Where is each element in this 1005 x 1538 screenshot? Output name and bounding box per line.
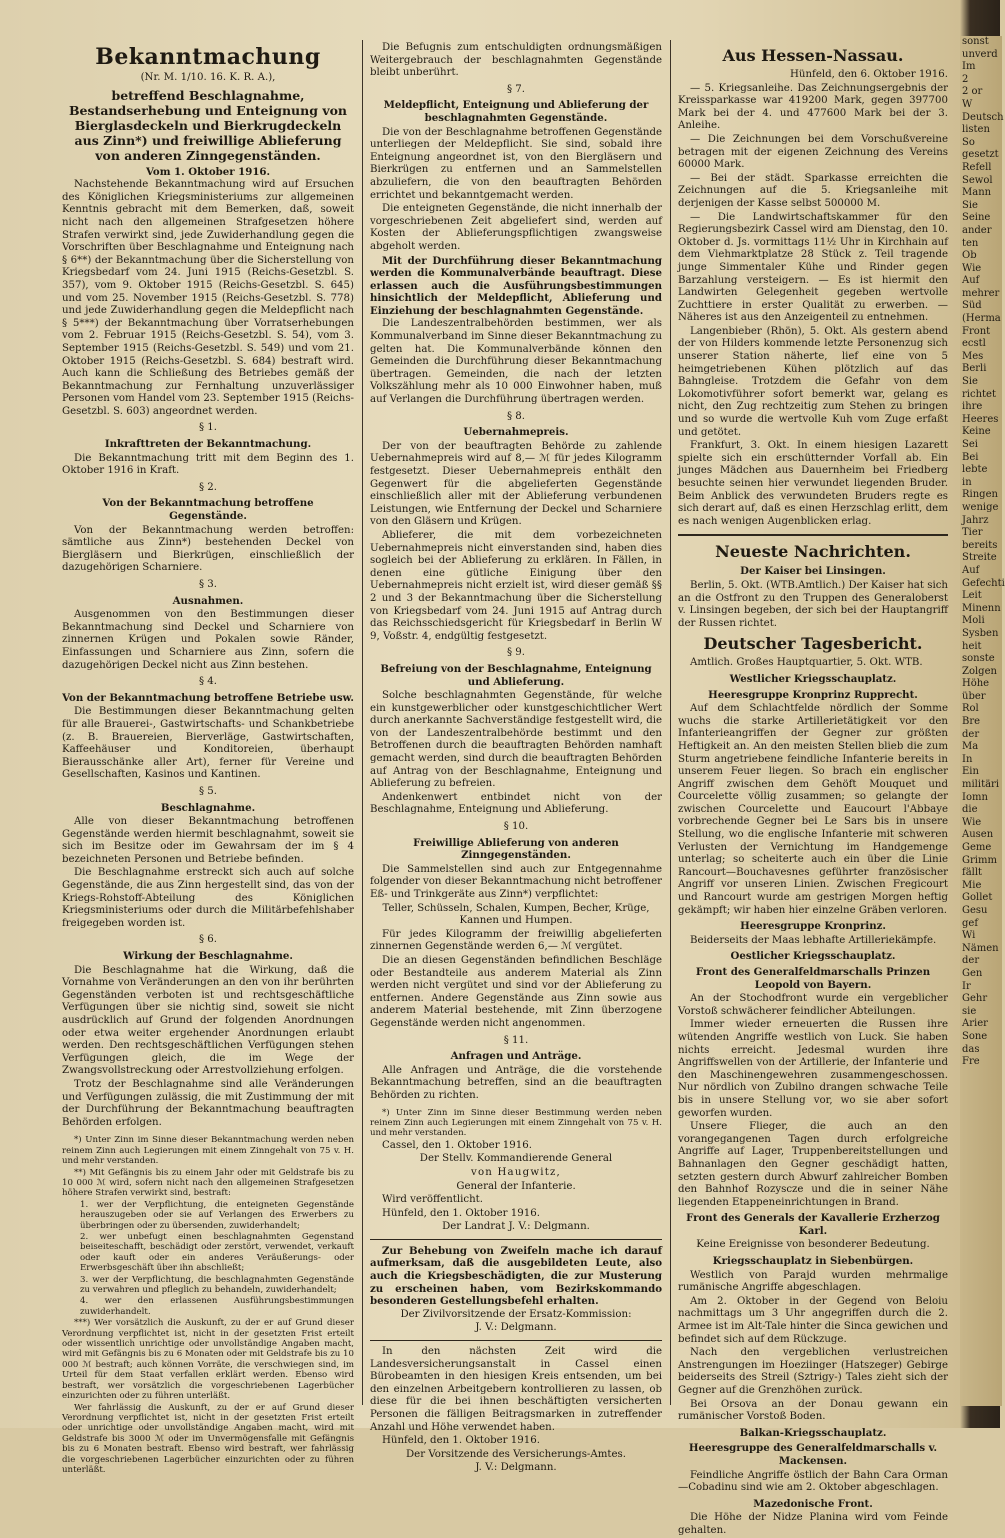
- dateline: Cassel, den 1. Oktober 1916.: [382, 1139, 532, 1151]
- paragraph: Von der Bekanntmachung werden betroffen: sämtliche aus Zinn*) bestehenden Deckel von Biergläsern und Bierkrügen, einschließlich der dazugehörigen Scharniere.: [62, 524, 354, 574]
- section-number: § 9.: [506, 647, 526, 659]
- footnote-item: 3. wer der Verpflichtung, die beschlagnahmten Gegenstände zu verwahren und pfleglich zu behandeln, zuwiderhandelt;: [80, 1274, 354, 1296]
- signature: J. V.: Delgmann.: [475, 1322, 557, 1334]
- edge-text-line: Auf: [962, 275, 980, 287]
- edge-text-line: ecstl: [962, 338, 986, 350]
- edge-text-line: Gollet: [962, 892, 993, 904]
- footnotes: [62, 1135, 354, 1475]
- column-news: [678, 42, 948, 1536]
- report-header: Amtlich. Großes Hauptquartier, 5. Okt. WTB.: [690, 657, 923, 669]
- edge-text-line: richtet: [962, 388, 996, 400]
- edge-text-line: ander: [962, 224, 992, 236]
- notice: Zur Behebung von Zweifeln mache ich darauf aufmerksam, daß die ausgebildeten Leute, also auch die Kriegsbeschädigten, die zur Musterung zu erscheinen haben, vom Bezirkskommando besonderen Gestellungsbefehl erhalten.: [370, 1244, 662, 1308]
- paragraph: Trotz der Beschlagnahme sind alle Veränderungen und Verfügungen zulässig, die mit Zustimmung der mit der Durchführung der Bekanntmachung beauftragten Behörden erfolgen.: [62, 1078, 354, 1128]
- edge-text-line: So: [962, 136, 975, 148]
- section-heading: Freiwillige Ablieferung von anderen Zinngegenständen.: [413, 836, 619, 862]
- paragraph: Die Bekanntmachung tritt mit dem Beginn des 1. Oktober 1916 in Kraft.: [62, 452, 354, 477]
- edge-text-line: bereits: [962, 539, 998, 551]
- adjacent-page-edge: [960, 36, 1005, 1406]
- section-number: § 3.: [198, 579, 218, 590]
- signature: Der Landrat J. V.: Delgmann.: [442, 1221, 590, 1233]
- edge-text-line: Höhe: [962, 678, 990, 690]
- edge-text-line: Leit: [962, 590, 982, 602]
- section-heading: Meldepflicht, Enteignung und Ablieferung der beschlagnahmten Gegenstände.: [383, 99, 649, 124]
- news-item: Frankfurt, 3. Okt. In einem hiesigen Lazarett spielte sich ein erschütternder Vorfall ab. Ein junges Mädchen aus Dauernheim bei Friedberg besuchte seinen hier verwundet liegenden Bruder. Beim Anblick des verwundeten Bruders regte es sich derart auf, daß es einen Herzschlag erlitt, dem es nach wenigen Augenblicken erlag.: [678, 440, 948, 527]
- signature: von Haugwitz,: [470, 1166, 561, 1178]
- edge-text-line: Ob: [962, 250, 977, 262]
- publication-note: Wird veröffentlicht.: [382, 1194, 484, 1206]
- paragraph: Die an diesen Gegenständen befindlichen Beschläge oder Bestandteile aus anderem Material als Zinn werden nicht vergütet und sind vor der Ablieferung zu entfernen. Andere Gegenstände aus Zinn sowie aus anderem Material bestehende, mit Zinn überzogene Gegenstände werden nicht angenommen.: [370, 954, 662, 1029]
- edge-text-line: Zolgen: [962, 665, 997, 677]
- edge-text-line: der: [962, 728, 980, 740]
- edge-text-line: (Herma: [962, 313, 1001, 325]
- news-item: — Die Zeichnungen bei dem Vorschußvereine betragen mit der eigenen Zeichnung des Vereins 60000 Mark.: [678, 133, 948, 171]
- edge-text-line: Ir: [962, 980, 971, 992]
- edge-text-line: Ein: [962, 766, 979, 778]
- footnote: *) Unter Zinn im Sinne dieser Bekanntmachung werden neben reinem Zinn auch Legierungen mit einem Zinngehalt von 75 v. H. und mehr verstanden.: [62, 1135, 354, 1167]
- section-heading: Heeresgruppe Kronprinz.: [740, 920, 886, 933]
- article-date: Vom 1. Oktober 1916.: [145, 165, 271, 178]
- edge-text-line: Auf: [962, 564, 980, 576]
- edge-text-line: Seine: [962, 212, 991, 224]
- paragraph: Die von der Beschlagnahme betroffenen Gegenstände unterliegen der Meldepflicht. Sie sind, sobald ihre Enteignung angeordnet ist, von den Biergläsern und Bierkrügen zu entfernen und an Sammelstellen abzuliefern, die von den beauftragten Behörden errichtet und bekanntgemacht werden.: [370, 126, 662, 201]
- notice: In den nächsten Zeit wird die Landesversicherungsanstalt in Cassel einen Bürobeamten in den hiesigen Kreis entsenden, um bei den einzelnen Arbeitgebern kontrollieren zu lassen, ob diese für die bei ihnen beschäftigten versicherten Personen die fälligen Beitragsmarken in zutreffender Anzahl und Höhe verwendet haben.: [370, 1346, 662, 1433]
- edge-text-line: Minenn: [962, 602, 1001, 614]
- edge-text-line: Keine: [962, 426, 991, 438]
- news-item: An der Stochodfront wurde ein vergeblicher Vorstoß schwächerer feindlicher Abteilungen.: [678, 993, 948, 1017]
- dateline: Hünfeld, den 6. Oktober 1916.: [790, 69, 948, 80]
- section-heading: Anfragen und Anträge.: [450, 1050, 582, 1063]
- section-heading: Balkan-Kriegsschauplatz.: [739, 1426, 887, 1439]
- paragraph: Die Sammelstellen sind auch zur Entgegennahme folgender von dieser Bekanntmachung nicht betroffener Eß- und Trinkgeräte aus Zinn*) verpflichtet:: [370, 863, 662, 900]
- footnote: **) Mit Gefängnis bis zu einem Jahr oder mit Geldstrafe bis zu 10 000 ℳ wird, sofern nicht nach den allgemeinen Strafgesetzen höhere Strafen verwirkt sind, bestraft:: [62, 1167, 354, 1199]
- reference-number: (Nr. M. 1/10. 16. K. R. A.),: [140, 72, 276, 83]
- section-heading: Uebernahmepreis.: [463, 426, 569, 439]
- signature: Der Vorsitzende des Versicherungs-Amtes.: [406, 1448, 626, 1460]
- edge-text-line: Sewol: [962, 174, 993, 186]
- divider: [370, 1239, 662, 1240]
- footnote-item: 2. wer unbefugt einen beschlagnahmten Gegenstand beiseiteschafft, beschädigt oder zerstört, verwendet, verkauft oder kauft oder ein anderes Veräußerungs- oder Erwerbsgeschäft über ihn abschließt;: [80, 1232, 354, 1274]
- section-heading: Heeresgruppe des Generalfeldmarschalls v. Mackensen.: [688, 1442, 938, 1467]
- edge-text-line: Streite: [962, 552, 997, 564]
- edge-text-line: Front: [962, 325, 991, 337]
- news-item: Die Höhe der Nidze Planina wird vom Feinde gehalten.: [678, 1512, 948, 1536]
- section-heading: Ausnahmen.: [172, 594, 244, 607]
- edge-text-line: W: [962, 98, 973, 110]
- edge-text-line: ten: [962, 237, 979, 249]
- news-item: Am 2. Oktober in der Gegend von Beloiu nachmittags um 3 Uhr angegriffen durch die 2. Armee ist im Alt-Tale hinter die Sinca gewichen und befindet sich auf dem Rückzuge.: [678, 1295, 948, 1345]
- edge-text-line: der: [962, 955, 980, 967]
- section-heading: Von der Bekanntmachung betroffene Gegenstände.: [102, 497, 314, 523]
- paragraph: Für jedes Kilogramm der freiwillig abgelieferten zinnernen Gegenstände werden 6,— ℳ vergütet.: [370, 928, 662, 953]
- article-title: Bekanntmachung: [95, 44, 321, 70]
- edge-text-line: Iomn: [962, 791, 988, 803]
- section-number: § 10.: [503, 821, 529, 833]
- section-number: § 7.: [506, 83, 526, 95]
- column-bekanntmachung: [62, 42, 354, 1475]
- edge-text-line: Gesu: [962, 904, 988, 916]
- news-item: Immer wieder erneuerten die Russen ihre wütenden Angriffe westlich von Luck. Sie haben nichts erreicht. Jedesmal wurden ihre Angriffswellen von der Artillerie, der Infanterie und den Maschinengewehren zusammengeschossen. Nur nördlich von Zubilno drangen schwache Teile bis in unsere Stellung vor, wo sie aber sofort geworfen wurden.: [678, 1019, 948, 1119]
- section-number: § 6.: [198, 934, 218, 946]
- edge-text-line: die: [962, 804, 978, 816]
- section-number: § 4.: [198, 676, 218, 688]
- edge-text-line: ihre: [962, 401, 983, 413]
- edge-text-line: Ausen: [962, 829, 994, 841]
- section-heading: Inkrafttreten der Bekanntmachung.: [104, 438, 312, 451]
- footnote: *) Unter Zinn im Sinne dieser Bestimmung werden neben reinem Zinn auch Legierungen mit einem Zinngehalt von 75 v. H. und mehr verstanden.: [370, 1107, 662, 1139]
- edge-text-line: wenige: [962, 501, 999, 513]
- news-item: Auf dem Schlachtfelde nördlich der Somme wuchs die starke Artillerietätigkeit vor den Infanterieangriffen der Gegner zur größten Heftigkeit an. An den meisten Stellen blieb die zum Sturm angetriebene feindliche Infanterie bereits in unserem Feuer liegen. So brach ein englischer Angriff zwischen dem Gehöft Mouquet und Courcelette völlig zusammen; so gelangte der zwischen Courcelette und Eaucourt l'Abbaye vorbrechende Gegner bei Le Sars bis in unsere Stellung, wo die englische Infanterie mit schweren Verlusten der Vernichtung im Handgemenge unterlag; so scheiterte auch ein über die Linie Rancourt—Bouchavesnes geführter französischer Angriff vor unseren Linien. Zwischen Fregicourt und Rancourt wurde am gestrigen Morgen heftig gekämpft; wir haben hier einzelne Gräben verloren.: [678, 703, 948, 916]
- edge-text-line: mehrer: [962, 287, 1000, 299]
- paragraph: Teller, Schüsseln, Schalen, Kumpen, Becher, Krüge, Kannen und Humpen.: [382, 902, 650, 927]
- section-heading: Von der Bekanntmachung betroffene Betriebe usw.: [62, 691, 354, 704]
- paragraph: Solche beschlagnahmten Gegenstände, für welche ein kunstgewerblicher oder kunstgeschichtlicher Wert durch anerkannte Sachverständige festgestellt wird, die von der Landeszentralbehörde bestimmt und den Betroffenen durch die beauftragten Behörden namhaft gemacht werden, sind durch die beauftragten Behörden auf Antrag von der Beschlagnahme, Enteignung und Ablieferung zu befreien.: [370, 690, 662, 790]
- paragraph: Die Beschlagnahme erstreckt sich auch auf solche Gegenstände, die aus Zinn hergestellt sind, das von der Kriegs-Rohstoff-Abteilung des Königlichen Kriegsministeriums oder durch die Militärbefehlshaber freigegeben worden ist.: [62, 867, 354, 929]
- paragraph: Der von der beauftragten Behörde zu zahlende Uebernahmepreis wird auf 8,— ℳ für jedes Kilogramm festgesetzt. Dieser Uebernahmepreis enthält den Gegenwert für die abgelieferten Gegenstände einschließlich aller mit der Ablieferung verbundenen Leistungen, wie Entfernung der Deckel und Scharniere von den Gläsern und Krügen.: [370, 440, 662, 528]
- news-item: Nach den vergeblichen verlustreichen Anstrengungen im Hoeziinger (Hatszeger) Gebirge beiderseits des Streil (Sztrigy-) Tales zieht sich der Gegner auf die Grenzhöhen zurück.: [678, 1347, 948, 1396]
- edge-text-line: Ma: [962, 741, 979, 753]
- signature: Der Zivilvorsitzende der Ersatz-Kommission:: [400, 1308, 632, 1320]
- edge-text-line: Refell: [962, 161, 992, 173]
- edge-text-line: Rol: [962, 703, 979, 715]
- edge-text-line: fällt: [962, 867, 983, 879]
- edge-text-line: Gehr: [962, 993, 988, 1005]
- edge-text-line: Arier: [962, 1018, 988, 1030]
- news-item: — Bei der städt. Sparkasse erreichten die Zeichnungen auf die 5. Kriegsanleihe mit derjenigen der Kasse selbst 500000 M.: [678, 172, 948, 209]
- edge-text-line: über: [962, 690, 986, 702]
- edge-text-line: Wie: [962, 262, 982, 274]
- edge-text-line: Mes: [962, 350, 984, 362]
- edge-text-line: Nämen: [962, 942, 999, 954]
- news-item: Beiderseits der Maas lebhafte Artilleriekämpfe.: [690, 934, 937, 946]
- edge-text-line: Grimm: [962, 854, 997, 866]
- edge-text-line: Fre: [962, 1056, 980, 1068]
- divider: [370, 1340, 662, 1341]
- edge-text-line: gesetzt: [962, 149, 999, 161]
- section-heading: Front des Generals der Kavallerie Erzherzog Karl.: [686, 1212, 940, 1237]
- edge-text-line: unverd: [962, 48, 998, 60]
- edge-text-line: In: [962, 753, 973, 765]
- footnote-item: 1. wer der Verpflichtung, die enteigneten Gegenstände herauszugeben oder sie auf Verlangen des Erwerbers zu überbringen oder zu übersenden, zuwiderhandelt;: [80, 1199, 354, 1231]
- edge-text-line: Wie: [962, 816, 982, 828]
- news-item: — Die Landwirtschaftskammer für den Regierungsbezirk Cassel wird am Dienstag, den 10. Oktober d. Js. vormittags 11½ Uhr in Kirchhain auf dem Viehmarktplatze 28 Stück z. Teil tragende junge Simmentaler Kühe und Rinder gegen Barzahlung versteigern. — Es ist hiermit den Landwirten Gelegenheit gegeben wertvolle Zuchttiere in erster Qualität zu erwerben. — Näheres ist aus den Anzeigenteil zu entnehmen.: [678, 211, 948, 324]
- section-heading: Oestlicher Kriegsschauplatz.: [730, 950, 896, 963]
- section-title: Neueste Nachrichten.: [715, 542, 911, 562]
- section-heading: Mazedonische Front.: [753, 1497, 873, 1510]
- article-subject: betreffend Beschlagnahme, Bestandserhebung und Enteignung von Bierglasdeckeln und Bierkrugdeckeln aus Zinn*) und freiwillige Ablieferung von anderen Zinngegenständen.: [68, 87, 348, 163]
- edge-text-line: Süd: [962, 300, 982, 312]
- dateline: Hünfeld, den 1. Oktober 1916.: [382, 1435, 540, 1447]
- edge-text-line: militäri: [962, 779, 1000, 791]
- edge-text-line: Mann: [962, 187, 992, 199]
- section-number: § 8.: [506, 410, 526, 422]
- news-item: Feindliche Angriffe östlich der Bahn Cara Orman—Cobadinu sind wie am 2. Oktober abgeschlagen.: [678, 1469, 948, 1494]
- section-heading: Wirkung der Beschlagnahme.: [123, 950, 293, 963]
- paragraph: Die Bestimmungen dieser Bekanntmachung gelten für alle Brauerei-, Gastwirtschafts- und Schankbetriebe (z. B. Brauereien, Bierverläge, Gastwirtschaften, Kaffeehäuser und Konditoreien, überhaupt Bierausschänke aller Art), ferner für Vereine und Gesellschaften, Kasinos und Kantinen.: [62, 706, 354, 781]
- footnote-item: 4. wer den erlassenen Ausführungsbestimmungen zuwiderhandelt.: [80, 1296, 354, 1317]
- section-heading: Westlicher Kriegsschauplatz.: [729, 672, 897, 685]
- edge-text-line: sonst: [962, 36, 989, 47]
- section-title: Deutscher Tagesbericht.: [703, 634, 923, 654]
- edge-text-line: Gen: [962, 967, 983, 979]
- signature: Der Stellv. Kommandierende General: [419, 1153, 613, 1165]
- edge-text-line: Bre: [962, 716, 981, 728]
- column-continuation: [370, 42, 662, 1474]
- footnote: Wer fahrlässig die Auskunft, zu der er auf Grund dieser Verordnung verpflichtet ist, nicht in der gesetzten Frist erteilt oder unrichtige oder unvollständige Angaben macht, wird mit Geldstrafe bis 3000 ℳ oder im Unvermögensfalle mit Gefängnis bis zu 6 Monaten bestraft. Ebenso wird bestraft, wer fahrlässig die vorgeschriebenen Lagerbücher einzurichten oder zu führen unterläßt.: [62, 1402, 354, 1475]
- paragraph: Ablieferer, die mit dem vorbezeichneten Uebernahmepreis nicht einverstanden sind, haben dies sogleich bei der Ablieferung zu erklären. In Fällen, in denen eine gütliche Einigung über den Uebernahmepreis nicht erzielt ist, wird dieser gemäß §§ 2 und 3 der Bekanntmachung über die Sicherstellung von Kriegsbedarf vom 24. Juni 1915 auf Antrag durch das Reichsschiedsgericht für Kriegsbedarf in Berlin W 9, Voßstr. 4, endgültig festgesetzt.: [370, 529, 662, 642]
- edge-text-line: 2 or: [962, 86, 983, 98]
- edge-text-line: gef: [962, 917, 979, 929]
- paragraph: Alle von dieser Bekanntmachung betroffenen Gegenstände werden hiermit beschlagnahmt, soweit sie sich im Besitze oder im Gewahrsam der im § 4 bezeichneten Personen und Betriebe befinden.: [62, 816, 354, 865]
- section-number: § 1.: [198, 422, 218, 434]
- paragraph: Ausgenommen von den Bestimmungen dieser Bekanntmachung sind Deckel und Scharniere von zinnernen Krügen und Pokalen sowie Ränder, Einfassungen und Scharniere aus Zinn, sofern die dazugehörigen Deckel nicht aus Zinn bestehen.: [62, 609, 354, 671]
- news-item: Westlich von Parajd wurden mehrmalige rumänische Angriffe abgeschlagen.: [678, 1269, 948, 1294]
- section-heading: Beschlagnahme.: [160, 801, 256, 814]
- news-item: Keine Ereignisse von besonderer Bedeutung.: [696, 1239, 930, 1251]
- edge-text-line: Bei: [962, 451, 979, 463]
- section-number: § 11.: [503, 1034, 529, 1046]
- edge-text-line: Sysben: [962, 627, 999, 639]
- edge-text-line: Geme: [962, 842, 992, 853]
- edge-text-line: das: [962, 1043, 980, 1055]
- news-item: Unsere Flieger, die auch an den vorangegangenen Tagen durch erfolgreiche Angriffe auf Lager, Truppenbereitstellungen und Bahnanlagen den Gegner geschädigt hatten, setzten gestern durch Abwurf zahlreicher Bomben den Bahnhof Rozyscze und die in seiner Nähe liegenden Etappeneinrichtungen in Brand.: [678, 1121, 948, 1208]
- edge-text-line: Tier: [962, 527, 983, 539]
- edge-text-line: Ringen: [962, 489, 998, 501]
- edge-text-line: Sone: [962, 1030, 988, 1042]
- edge-text-line: Deutsch: [962, 111, 1004, 123]
- paragraph: Andenkenwert entbindet nicht von der Beschlagnahme, Enteignung und Ablieferung.: [370, 791, 662, 816]
- news-item: Langenbieber (Rhön), 5. Okt. Als gestern abend der von Hilders kommende letzte Personenzug sich unserer Station näherte, lief eine von 5 heimgetriebenen Kühen plötzlich auf das Bahngleise. Trotzdem die Gefahr von dem Lokomotivführer sofort bemerkt war, gelang es nicht, den Zug rechtzeitig zum Stehen zu bringen und so wurde die wertvolle Kuh vom Zuge erfaßt und getötet.: [678, 325, 948, 438]
- edge-text-line: Wi: [962, 930, 976, 942]
- signature: J. V.: Delgmann.: [475, 1462, 557, 1474]
- edge-text-line: Berli: [962, 363, 987, 375]
- paragraph: Die enteigneten Gegenstände, die nicht innerhalb der vorgeschriebenen Zeit abgeliefert sind, werden auf Kosten der Ablieferungspflichtigen zwangsweise abgeholt werden.: [370, 203, 662, 252]
- section-title: Aus Hessen-Nassau.: [722, 46, 904, 65]
- section-heading: Kriegsschauplatz in Siebenbürgen.: [712, 1255, 914, 1268]
- edge-text-line: Gefechti: [962, 577, 1005, 589]
- section-heading: Befreiung von der Beschlagnahme, Enteignung und Ablieferung.: [380, 662, 652, 688]
- news-item: — 5. Kriegsanleihe. Das Zeichnungsergebnis der Kreissparkasse war 419200 Mark, gegen 397700 Mark bei der 4. und 477600 Mark bei der 3. Anleihe.: [678, 82, 948, 132]
- signature: General der Infanterie.: [456, 1180, 576, 1192]
- edge-text-line: Sie: [962, 376, 978, 388]
- paragraph: Die Befugnis zum entschuldigten ordnungsmäßigen Weitergebrauch der beschlagnahmten Gegenstände bleibt unberührt.: [370, 42, 662, 79]
- footnote: ***) Wer vorsätzlich die Auskunft, zu der er auf Grund dieser Verordnung verpflichtet ist, nicht in der gesetzten Frist erteilt oder wissentlich unrichtige oder unvollständige Angaben macht, wird mit Gefängnis bis zu 6 Monaten oder mit Geldstrafe bis zu 10 000 ℳ bestraft; auch können Vorräte, die verschwiegen sind, im Urteil für dem Staat verfallen erklärt werden. Ebenso wird bestraft, wer vorsätzlich die vorgeschriebenen Lagerbücher einzurichten oder zu führen unterläßt.: [62, 1318, 354, 1402]
- edge-text-line: sonste: [962, 653, 995, 665]
- edge-text-line: listen: [962, 124, 990, 136]
- edge-text-line: Heeres: [962, 413, 999, 425]
- edge-text-line: Im: [962, 61, 976, 73]
- divider: [678, 534, 948, 536]
- edge-text-line: heit: [962, 640, 982, 652]
- paragraph: Die Landeszentralbehörden bestimmen, wer als Kommunalverband im Sinne dieser Bekanntmachung zu gelten hat. Die Kommunalverbände können den Gemeinden die Durchführung dieser Bekanntmachung übertragen. Gemeinden, die nach der letzten Volkszählung mehr als 10 000 Einwohner haben, muß auf Verlangen die Durchführung übertragen werden.: [370, 318, 662, 406]
- edge-text-line: Moli: [962, 615, 985, 627]
- edge-text-line: sie: [962, 1005, 977, 1017]
- news-item: Bei Orsova an der Donau gewann ein rumänischer Vorstoß Boden.: [678, 1398, 948, 1423]
- edge-text-line: 2: [962, 73, 969, 85]
- dateline: Hünfeld, den 1. Oktober 1916.: [382, 1207, 540, 1219]
- section-number: § 5.: [198, 785, 218, 797]
- paragraph: Mit der Durchführung dieser Bekanntmachung werden die Kommunalverbände beauftragt. Diese erlassen auch die Ausführungsbestimmungen hinsichtlich der Meldepflicht, Ablieferung und Einziehung der beschlagnahmten Gegenstände.: [370, 254, 662, 317]
- paragraph: Die Beschlagnahme hat die Wirkung, daß die Vornahme von Veränderungen an den von ihr berührten Gegenständen verboten ist und rechtsgeschäftliche Verfügungen über sie nichtig sind, soweit sie nicht ausdrücklich auf Grund der folgenden Anordnungen oder etwa weiter ergehender Anordnungen erlaubt werden. Den rechtsgeschäftlichen Verfügungen stehen Verfügungen gleich, die im Wege der Zwangsvollstreckung oder Arrestvollziehung erfolgen.: [62, 964, 354, 1077]
- section-heading: Der Kaiser bei Linsingen.: [740, 565, 886, 578]
- column-rule: [362, 40, 363, 1405]
- paragraph: Nachstehende Bekanntmachung wird auf Ersuchen des Königlichen Kriegsministeriums zur allgemeinen Kenntnis gebracht mit dem Bemerken, daß, soweit nicht nach den allgemeinen Strafgesetzen höhere Strafen verwirkt sind, jede Zuwiderhandlung gegen die Vorschriften über Beschlagnahme und Enteignung nach § 6**) der Bekanntmachung über die Sicherstellung von Kriegsbedarf vom 24. Juni 1915 (Reichs-Gesetzbl. S. 357), vom 9. Oktober 1915 (Reichs-Gesetzbl. S. 645) und vom 25. November 1915 (Reichs-Gesetzbl. S. 778) und jede Zuwiderhandlung gegen die Meldepflicht nach § 5***) der Bekanntmachung über Vorratserhebungen vom 2. Februar 1915 (Reichs-Gesetzbl. S. 54), vom 3. September 1915 (Reichs-Gesetzbl. S. 549) und vom 21. Oktober 1915 (Reichs-Gesetzbl. S. 684) bestraft wird. Auch kann die Schließung des Betriebes gemäß der Bekanntmachung zur Fernhaltung unzuverlässiger Personen vom Handel vom 23. September 1915 (Reichs-Gesetzbl. S. 603) angeordnet werden.: [62, 179, 354, 417]
- edge-text-line: Sei: [962, 439, 978, 450]
- edge-text-line: lebte: [962, 464, 988, 476]
- news-item: Berlin, 5. Okt. (WTB.Amtlich.) Der Kaiser hat sich an die Ostfront zu den Truppen des Generaloberst v. Linsingen begeben, der sich bei der Hauptangriff der Russen richtet.: [678, 579, 948, 629]
- section-heading: Front des Generalfeldmarschalls Prinzen Leopold von Bayern.: [695, 966, 931, 991]
- section-number: § 2.: [198, 481, 218, 493]
- edge-text-line: Sie: [962, 199, 978, 211]
- section-heading: Heeresgruppe Kronprinz Rupprecht.: [708, 688, 918, 701]
- edge-text-line: in: [962, 476, 972, 488]
- column-rule: [670, 40, 671, 1405]
- edge-text-line: Jahrz: [962, 514, 989, 526]
- paragraph: Alle Anfragen und Anträge, die die vorstehende Bekanntmachung betreffen, sind an die beauftragten Behörden zu richten.: [370, 1064, 662, 1101]
- edge-text-line: Mie: [962, 879, 982, 891]
